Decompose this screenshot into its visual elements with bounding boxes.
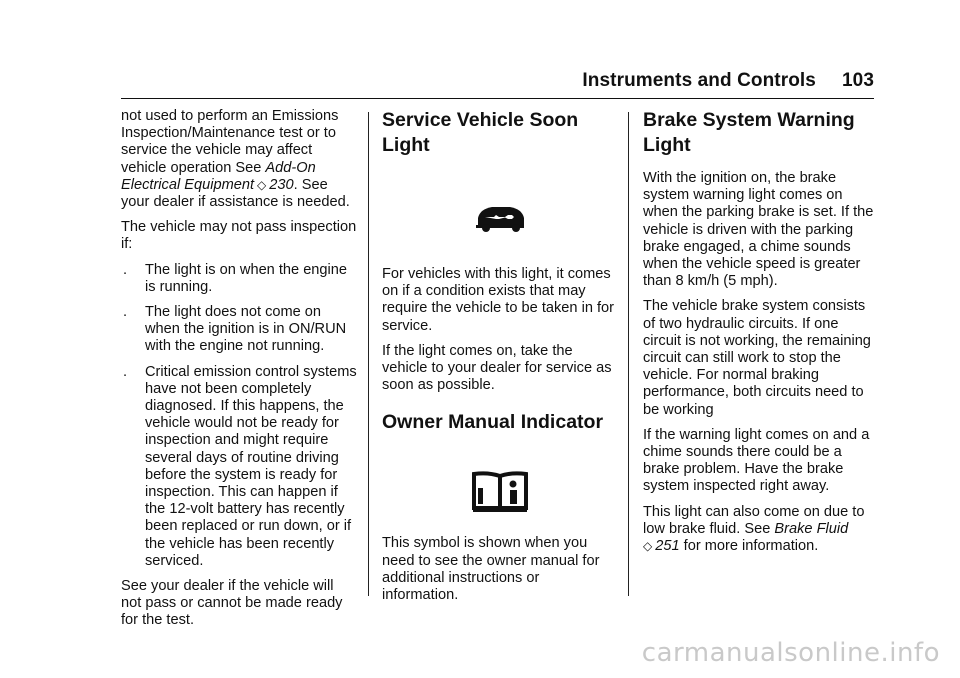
cross-reference-link[interactable]: Brake Fluid	[774, 520, 849, 537]
paragraph: For vehicles with this light, it comes on if a condition exists that may require the vehicle to be taken in for service.	[382, 266, 615, 334]
list-item: . The light is on when the engine is running.	[123, 261, 348, 295]
list-item: . Critical emission control systems have not been completely diagnosed. If this happens, the vehicle would not be ready for inspection and might require several days of routine driving before the system is ready for inspection. This can happen if the 12-volt battery has recently been replaced or run down, or if the vehicle has been recently serviced.	[123, 363, 357, 569]
owner-manual-icon	[470, 468, 530, 514]
paragraph: not used to perform an Emissions Inspection/Maintenance test or to service the vehicle may affect vehicle operation See Add-On Electrical Equipment ◇ 230. See your dealer if assistance is needed.	[121, 108, 350, 211]
reference-arrow-icon: ◇	[643, 539, 653, 554]
column-divider	[368, 112, 369, 596]
paragraph: If the warning light comes on and a chime sounds there could be a brake problem. Have the brake system inspected right away.	[643, 426, 870, 495]
bullet-marker: .	[123, 363, 128, 380]
watermark: carmanualsonline.info	[641, 638, 940, 668]
section-title: Instruments and Controls	[582, 70, 816, 91]
section-heading: Owner Manual Indicator	[382, 411, 604, 434]
reference-arrow-icon: ◇	[257, 177, 267, 192]
column-divider	[628, 112, 629, 596]
page-number: 103	[841, 70, 874, 91]
column-3	[643, 108, 879, 563]
column-2	[382, 108, 618, 612]
paragraph: This light can also come on due to low brake fluid. See Brake Fluid ◇ 251 for more information.	[643, 503, 865, 555]
bullet-marker: .	[123, 304, 128, 321]
paragraph: See your dealer if the vehicle will not pass or cannot be made ready for the test.	[121, 578, 343, 629]
cross-reference-link[interactable]: Add-On Electrical Equipment	[121, 159, 316, 193]
header-rule	[121, 98, 874, 99]
paragraph: This symbol is shown when you need to see the owner manual for additional instructions or information.	[382, 535, 600, 604]
paragraph: The vehicle may not pass inspection if:	[121, 219, 357, 253]
paragraph: The vehicle brake system consists of two hydraulic circuits. If one circuit is not working, the remaining circuit can still work to stop the vehicle. For normal braking performance, both circuits need to be working	[643, 298, 871, 418]
section-heading: Brake System Warning Light	[643, 109, 855, 156]
column-1	[121, 108, 357, 638]
list-item: . The light does not come on when the ignition is in ON/RUN with the engine not running.	[123, 304, 347, 355]
service-vehicle-icon-box	[382, 170, 618, 266]
paragraph: With the ignition on, the brake system warning light comes on when the parking brake is set. If the vehicle is driven with the parking brake engaged, a chime sounds when the vehicle speed is greater than 8 km/h (5 mph).	[643, 170, 874, 290]
section-heading: Service Vehicle Soon Light	[382, 109, 579, 156]
owner-manual-icon-box	[382, 447, 618, 535]
page-reference[interactable]: 251	[655, 538, 680, 555]
running-header	[582, 70, 874, 92]
page-reference[interactable]: 230	[269, 176, 294, 193]
car-wrench-icon	[472, 203, 528, 233]
paragraph: If the light comes on, take the vehicle to your dealer for service as soon as possible.	[382, 342, 612, 394]
bullet-marker: .	[123, 261, 128, 278]
